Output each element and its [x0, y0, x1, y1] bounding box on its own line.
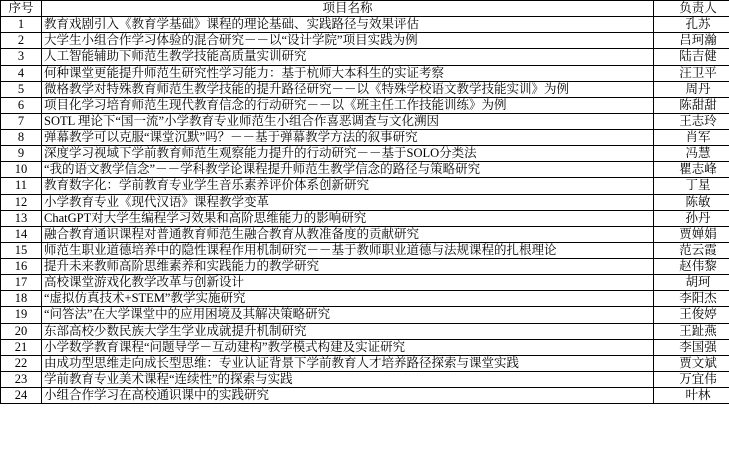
cell-leader: 陆吉健 [654, 49, 729, 65]
table-row [1, 81, 729, 97]
cell-project-name: 教育数字化：学前教育专业学生音乐素养评价体系创新研究 [42, 178, 654, 194]
cell-project-name: 大学生小组合作学习体验的混合研究－－以“设计学院”项目实践为例 [42, 33, 654, 49]
cell-project-name: 提升未来教师高阶思维素养和实践能力的教学研究 [42, 259, 654, 275]
cell-project-name: 东部高校少数民族大学生学业成就提升机制研究 [42, 323, 654, 339]
table-row [1, 33, 729, 49]
cell-project-name: 小组合作学习在高校通识课中的实践研究 [42, 388, 654, 404]
cell-project-name: 小学数学教育课程“问题导学－互动建构”教学模式构建及实证研究 [42, 339, 654, 355]
cell-number: 4 [1, 65, 42, 81]
cell-project-name: 师范生职业道德培养中的隐性课程作用机制研究－－基于教师职业道德与法规课程的扎根理论 [42, 242, 654, 258]
table-row [1, 355, 729, 371]
cell-leader: 王俊婷 [654, 307, 729, 323]
cell-leader: 李阳杰 [654, 291, 729, 307]
cell-leader: 范云霞 [654, 242, 729, 258]
cell-number: 20 [1, 323, 42, 339]
table-row [1, 388, 729, 404]
cell-leader: 胡珂 [654, 275, 729, 291]
table-row [1, 162, 729, 178]
cell-project-name: 微格教学对特殊教育师范生教学技能的提升路径研究－－以《特殊学校语文教学技能实训》为例 [42, 81, 654, 97]
table-row [1, 130, 729, 146]
table-row [1, 49, 729, 65]
cell-leader: 陈甜甜 [654, 97, 729, 113]
table-row [1, 226, 729, 242]
cell-leader: 孙丹 [654, 210, 729, 226]
cell-number: 22 [1, 355, 42, 371]
cell-number: 11 [1, 178, 42, 194]
cell-leader: 汪卫平 [654, 65, 729, 81]
table-row [1, 146, 729, 162]
cell-number: 15 [1, 242, 42, 258]
cell-project-name: 学前教育专业美术课程“连续性”的探索与实践 [42, 371, 654, 387]
cell-leader: 贾文斌 [654, 355, 729, 371]
table-row [1, 323, 729, 339]
cell-number: 16 [1, 259, 42, 275]
cell-number: 12 [1, 194, 42, 210]
table-body [1, 17, 729, 404]
table-row [1, 339, 729, 355]
table-row [1, 259, 729, 275]
cell-number: 13 [1, 210, 42, 226]
cell-project-name: SOTL 理论下“国一流”小学教育专业师范生小组合作喜恶调查与文化溯因 [42, 113, 654, 129]
header-cell-leader: 负责人 [654, 1, 729, 17]
table-row [1, 371, 729, 387]
cell-project-name: 小学教育专业《现代汉语》课程教学变革 [42, 194, 654, 210]
table-row [1, 307, 729, 323]
cell-leader: 孔苏 [654, 17, 729, 33]
cell-leader: 万宜伟 [654, 371, 729, 387]
cell-number: 17 [1, 275, 42, 291]
header-cell-number: 序号 [1, 1, 42, 17]
cell-number: 1 [1, 17, 42, 33]
cell-project-name: 人工智能辅助下师范生教学技能高质量实训研究 [42, 49, 654, 65]
cell-leader: 冯慧 [654, 146, 729, 162]
table-row [1, 275, 729, 291]
cell-leader: 李国强 [654, 339, 729, 355]
cell-leader: 肖军 [654, 130, 729, 146]
cell-number: 8 [1, 130, 42, 146]
cell-leader: 赵伟黎 [654, 259, 729, 275]
cell-project-name: 弹幕教学可以克服“课堂沉默”吗？－－基于弹幕教学方法的叙事研究 [42, 130, 654, 146]
cell-project-name: 高校课堂游戏化教学改革与创新设计 [42, 275, 654, 291]
cell-project-name: “问答法”在大学课堂中的应用困境及其解决策略研究 [42, 307, 654, 323]
table-row [1, 178, 729, 194]
header-cell-project-name: 项目名称 [42, 1, 654, 17]
table-row [1, 242, 729, 258]
cell-leader: 瞿志峰 [654, 162, 729, 178]
cell-number: 14 [1, 226, 42, 242]
cell-leader: 陈敏 [654, 194, 729, 210]
table-row [1, 113, 729, 129]
cell-leader: 贾婵娟 [654, 226, 729, 242]
table-row [1, 17, 729, 33]
cell-project-name: 深度学习视域下学前教育师范生观察能力提升的行动研究－－基于SOLO分类法 [42, 146, 654, 162]
cell-number: 19 [1, 307, 42, 323]
cell-project-name: “我的语文教学信念”－－学科教学论课程提升师范生教学信念的路径与策略研究 [42, 162, 654, 178]
cell-number: 21 [1, 339, 42, 355]
cell-leader: 周丹 [654, 81, 729, 97]
table-header [1, 1, 729, 17]
table-row [1, 194, 729, 210]
cell-project-name: “虚拟仿真技术+STEM”教学实施研究 [42, 291, 654, 307]
cell-project-name: 何种课堂更能提升师范生研究性学习能力：基于杭师大本科生的实证考察 [42, 65, 654, 81]
cell-number: 9 [1, 146, 42, 162]
cell-leader: 叶林 [654, 388, 729, 404]
cell-number: 3 [1, 49, 42, 65]
cell-number: 10 [1, 162, 42, 178]
cell-project-name: 项目化学习培育师范生现代教育信念的行动研究－－以《班主任工作技能训练》为例 [42, 97, 654, 113]
cell-number: 18 [1, 291, 42, 307]
table-row [1, 210, 729, 226]
cell-number: 6 [1, 97, 42, 113]
cell-leader: 丁星 [654, 178, 729, 194]
cell-number: 7 [1, 113, 42, 129]
cell-number: 2 [1, 33, 42, 49]
cell-leader: 王趾燕 [654, 323, 729, 339]
cell-leader: 吕珂瀚 [654, 33, 729, 49]
cell-number: 5 [1, 81, 42, 97]
table-header-row [1, 1, 729, 17]
cell-project-name: 融合教育通识课程对普通教育师范生融合教育从教准备度的贡献研究 [42, 226, 654, 242]
cell-project-name: ChatGPT对大学生编程学习效果和高阶思维能力的影响研究 [42, 210, 654, 226]
cell-number: 24 [1, 388, 42, 404]
cell-project-name: 由成功型思维走向成长型思维：专业认证背景下学前教育人才培养路径探索与课堂实践 [42, 355, 654, 371]
table-row [1, 97, 729, 113]
table-row [1, 291, 729, 307]
cell-leader: 王志玲 [654, 113, 729, 129]
table-row [1, 65, 729, 81]
cell-number: 23 [1, 371, 42, 387]
cell-project-name: 教育戏剧引入《教育学基础》课程的理论基础、实践路径与效果评估 [42, 17, 654, 33]
